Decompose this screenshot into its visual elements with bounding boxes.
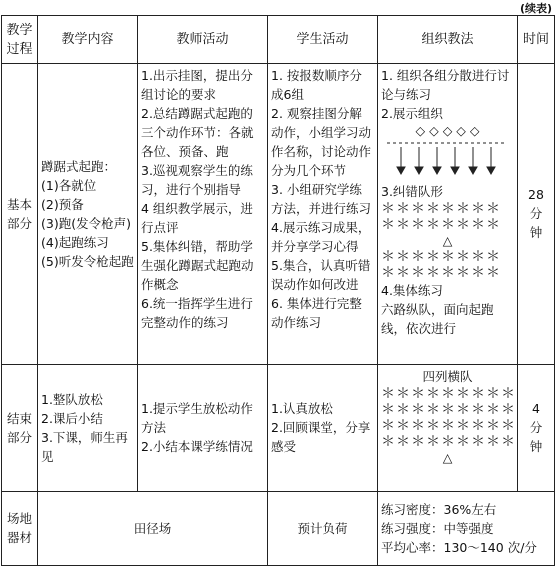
student-item: 6. 集体进行完整动作练习 bbox=[271, 296, 362, 331]
end-row bbox=[2, 364, 555, 491]
time-unit: 分 bbox=[529, 420, 543, 436]
star-row: ＊＊＊＊＊＊＊＊＊ bbox=[381, 417, 516, 434]
end-organization bbox=[378, 364, 518, 491]
content-item: (4)起跑练习 bbox=[41, 234, 109, 250]
header-student: 学生活动 bbox=[268, 16, 378, 64]
content-item: 1.整队放松 bbox=[41, 391, 103, 407]
header-row bbox=[2, 16, 555, 64]
org-step-4: 4.集体练习 bbox=[381, 283, 443, 299]
header-content: 教学内容 bbox=[38, 16, 138, 64]
arrow-diagram-icon bbox=[381, 139, 511, 177]
student-item: 5.集合，认真听错误动作如何改进 bbox=[271, 258, 371, 293]
time-value: 4 bbox=[532, 401, 540, 417]
star-row: ＊＊＊＊＊＊＊＊ bbox=[381, 249, 501, 266]
header-stage: 教学过程 bbox=[2, 16, 38, 64]
student-item: 1.认真放松 bbox=[271, 401, 333, 417]
load-item: 平均心率：130～140 次/分 bbox=[381, 539, 537, 555]
header-teacher: 教师活动 bbox=[138, 16, 268, 64]
teacher-triangle-icon: △ bbox=[442, 449, 453, 465]
content-title: 蹲踞式起跑： bbox=[41, 158, 117, 174]
content-item: (1)各就位 bbox=[41, 177, 97, 193]
basic-student bbox=[268, 64, 378, 365]
time-unit: 钟 bbox=[529, 439, 543, 455]
content-item: (5)听发令枪起跑 bbox=[41, 253, 134, 269]
content-item: (3)跑(发令枪声) bbox=[41, 215, 131, 231]
continued-label: (续表) bbox=[519, 2, 552, 15]
star-row: ＊＊＊＊＊＊＊＊＊ bbox=[381, 385, 516, 402]
student-item: 1. 按报数顺序分成6组 bbox=[271, 68, 362, 103]
student-item: 2.回顾课堂，分享感受 bbox=[271, 420, 371, 455]
org-step-3: 3.纠错队形 bbox=[381, 184, 443, 200]
star-row: ＊＊＊＊＊＊＊＊ bbox=[381, 217, 501, 234]
org-step-4-desc: 六路纵队，面向起跑线，依次进行 bbox=[381, 302, 494, 337]
teacher-item: 2.小结本课学练情况 bbox=[141, 439, 253, 455]
end-teacher bbox=[138, 364, 268, 491]
end-student bbox=[268, 364, 378, 491]
header-organization: 组织教法 bbox=[378, 16, 518, 64]
venue-row bbox=[2, 491, 555, 565]
teacher-item: 4 组织教学展示，进行点评 bbox=[141, 201, 253, 236]
end-content bbox=[38, 364, 138, 491]
star-row: ＊＊＊＊＊＊＊＊＊ bbox=[381, 433, 516, 450]
venue-label: 场地器材 bbox=[2, 491, 38, 565]
basic-content bbox=[38, 64, 138, 365]
basic-organization bbox=[378, 64, 518, 365]
teacher-item: 2.总结蹲踞式起跑的三个动作环节：各就各位、预备、跑 bbox=[141, 106, 254, 160]
time-value: 28 bbox=[528, 187, 544, 203]
basic-time bbox=[518, 64, 555, 365]
content-item: 2.课后小结 bbox=[41, 410, 103, 426]
star-row: ＊＊＊＊＊＊＊＊＊ bbox=[381, 401, 516, 418]
org-step-2: 2.展示组织 bbox=[381, 106, 443, 122]
venue-place: 田径场 bbox=[38, 491, 268, 565]
student-item: 3. 小组研究学练方法，并进行练习 bbox=[271, 182, 372, 217]
load-item: 练习强度：中等强度 bbox=[381, 520, 494, 536]
load-item: 练习密度：36%左右 bbox=[381, 501, 497, 517]
basic-stage: 基本部分 bbox=[2, 64, 38, 365]
load-label: 预计负荷 bbox=[268, 491, 378, 565]
time-unit: 分 bbox=[529, 206, 543, 222]
lesson-plan-table bbox=[1, 15, 555, 566]
end-stage: 结束部分 bbox=[2, 364, 38, 491]
org-step-1: 1. 组织各组分散进行讨论与练习 bbox=[381, 68, 510, 103]
basic-teacher bbox=[138, 64, 268, 365]
load-details bbox=[378, 491, 555, 565]
teacher-item: 1.提示学生放松动作方法 bbox=[141, 401, 253, 436]
student-item: 4.展示练习成果，并分享学习心得 bbox=[271, 220, 371, 255]
teacher-item: 3.巡视观察学生的练习，进行个别指导 bbox=[141, 163, 253, 198]
content-item: (2)预备 bbox=[41, 196, 84, 212]
formation-title: 四列横队 bbox=[422, 368, 473, 384]
end-time bbox=[518, 364, 555, 491]
teacher-item: 1.出示挂图，提出分组讨论的要求 bbox=[141, 68, 253, 103]
teacher-item: 6.统一指挥学生进行完整动作的练习 bbox=[141, 296, 253, 331]
star-row: ＊＊＊＊＊＊＊＊ bbox=[381, 265, 501, 282]
time-unit: 钟 bbox=[529, 225, 543, 241]
teacher-triangle-icon: △ bbox=[442, 233, 453, 249]
diamond-row: ◇ ◇ ◇ ◇ ◇ bbox=[415, 123, 480, 139]
student-item: 2. 观察挂图分解动作，小组学习动作名称，讨论动作分为几个环节 bbox=[271, 106, 372, 179]
header-time: 时间 bbox=[518, 16, 555, 64]
teacher-item: 5.集体纠错，帮助学生强化蹲踞式起跑动作概念 bbox=[141, 239, 254, 293]
basic-row bbox=[2, 64, 555, 365]
star-row: ＊＊＊＊＊＊＊＊ bbox=[381, 201, 501, 218]
content-item: 3.下课，师生再见 bbox=[41, 429, 128, 464]
